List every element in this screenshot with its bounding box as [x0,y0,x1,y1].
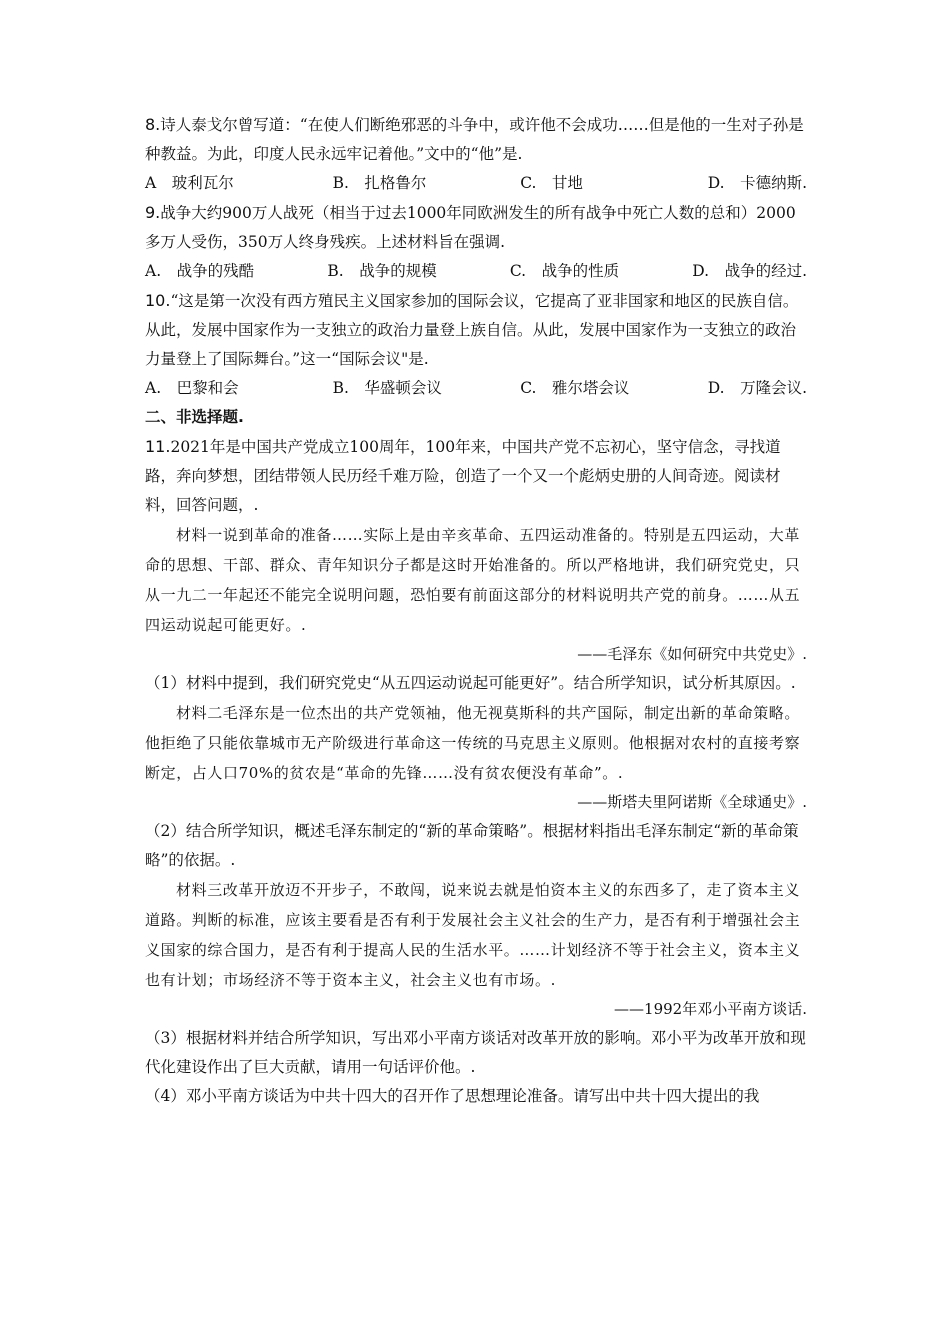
option-c: C. 战争的性质 [509,262,620,280]
question-number: 11. [145,437,171,456]
option-c: C. 甘地 [520,174,583,192]
sub-question-1: （1）材料中提到，我们研究党史“从五四运动说起可能更好”。结合所学知识，试分析其原因。. [145,674,796,692]
question-9 [145,198,807,286]
material-3: 材料三改革开放迈不开步子，不敢闯，说来说去就是怕资本主义的东西多了，走了资本主义道路。判断的标准，应该主要看是否有利于发展社会主义社会的生产力，是否有利于增强社会主义国家的综合国力，是否有利于提高人民的生活水平。……计划经济不等于社会主义，资本主义也有计划；市场经济不等于资本主义，社会主义也有市场。. [145,881,801,989]
option-a: A. 战争的残酷 [145,262,255,280]
material-1: 材料一说到革命的准备……实际上是由辛亥革命、五四运动准备的。特别是五四运动，大革命的思想、干部、群众、青年知识分子都是这时开始准备的。所以严格地讲，我们研究党史，只从一九二一年起还不能完全说明问题，恐怕要有前面这部分的材料说明共产党的前身。……从五四运动说起可能更好。. [145,526,801,634]
question-number: 9. [145,203,161,222]
option-d: D. 万隆会议. [707,379,808,397]
question-number: 10. [145,291,171,310]
question-stem: 10.“这是第一次没有西方殖民主义国家参加的国际会议，它提高了亚非国家和地区的民族自信。从此，发展中国家作为一支独立的政治力量登上族自信。从此，发展中国家作为一支独立的政治力量登上了国际舞台。”这一“国际会议"是. [145,291,799,368]
material-source-3: ——1992年邓小平南方谈话. [614,1000,807,1018]
sub-question-4: （4）邓小平南方谈话为中共十四大的召开作了思想理论准备。请写出中共十四大提出的我 [145,1087,760,1105]
material-source-1: ——毛泽东《如何研究中共党史》. [577,645,807,663]
material-2: 材料二毛泽东是一位杰出的共产党领袖，他无视莫斯科的共产国际，制定出新的革命策略。他拒绝了只能依靠城市无产阶级进行革命这一传统的马克思主义原则。他根据对农村的直接考察断定，占人口70%的贫农是“革命的先锋……没有贫农便没有革命”。. [145,704,801,782]
question-11 [145,432,807,1111]
option-a: A. 巴黎和会 [145,379,239,397]
material-source-2: ——斯塔夫里阿诺斯《全球通史》. [577,793,807,811]
sub-question-3: （3）根据材料并结合所学知识，写出邓小平南方谈话对改革开放的影响。邓小平为改革开放和现代化建设作出了巨大贡献，请用一句话评价他。. [145,1029,806,1076]
question-number: 8. [145,115,161,134]
option-b: B. 华盛顿会议 [332,379,442,397]
option-b: B. 扎格鲁尔 [332,174,427,192]
option-b: B. 战争的规模 [327,262,437,280]
option-a: A 玻利瓦尔 [145,174,234,192]
question-stem: 8.诗人泰戈尔曾写道：“在使人们断绝邪恶的斗争中，或许他不会成功……但是他的一生对子孙是种教益。为此，印度人民永远牢记着他。”文中的“他”是. [145,115,804,163]
option-d: D. 卡德纳斯. [707,174,808,192]
options-row [145,169,807,198]
question-stem: 11.2021年是中国共产党成立100周年，100年来，中国共产党不忘初心，坚守信念，寻找道路，奔向梦想，团结带领人民历经千难万险，创造了一个又一个彪炳史册的人间奇迹。阅读材料，回答问题，. [145,437,781,514]
question-8 [145,110,807,198]
question-10 [145,286,807,403]
sub-question-2: （2）结合所学知识，概述毛泽东制定的“新的革命策略”。根据材料指出毛泽东制定“新的革命策略”的依据。. [145,822,799,869]
option-d: D. 战争的经过. [692,262,807,280]
section-heading: 二、非选择题. [145,408,244,426]
options-row [145,374,807,403]
question-stem: 9.战争大约900万人战死（相当于过去1000年同欧洲发生的所有战争中死亡人数的总和）2000多万人受伤，350万人终身残疾。上述材料旨在强调. [145,203,796,251]
options-row [145,257,807,286]
option-c: C. 雅尔塔会议 [520,379,630,397]
exam-page [145,110,807,1111]
